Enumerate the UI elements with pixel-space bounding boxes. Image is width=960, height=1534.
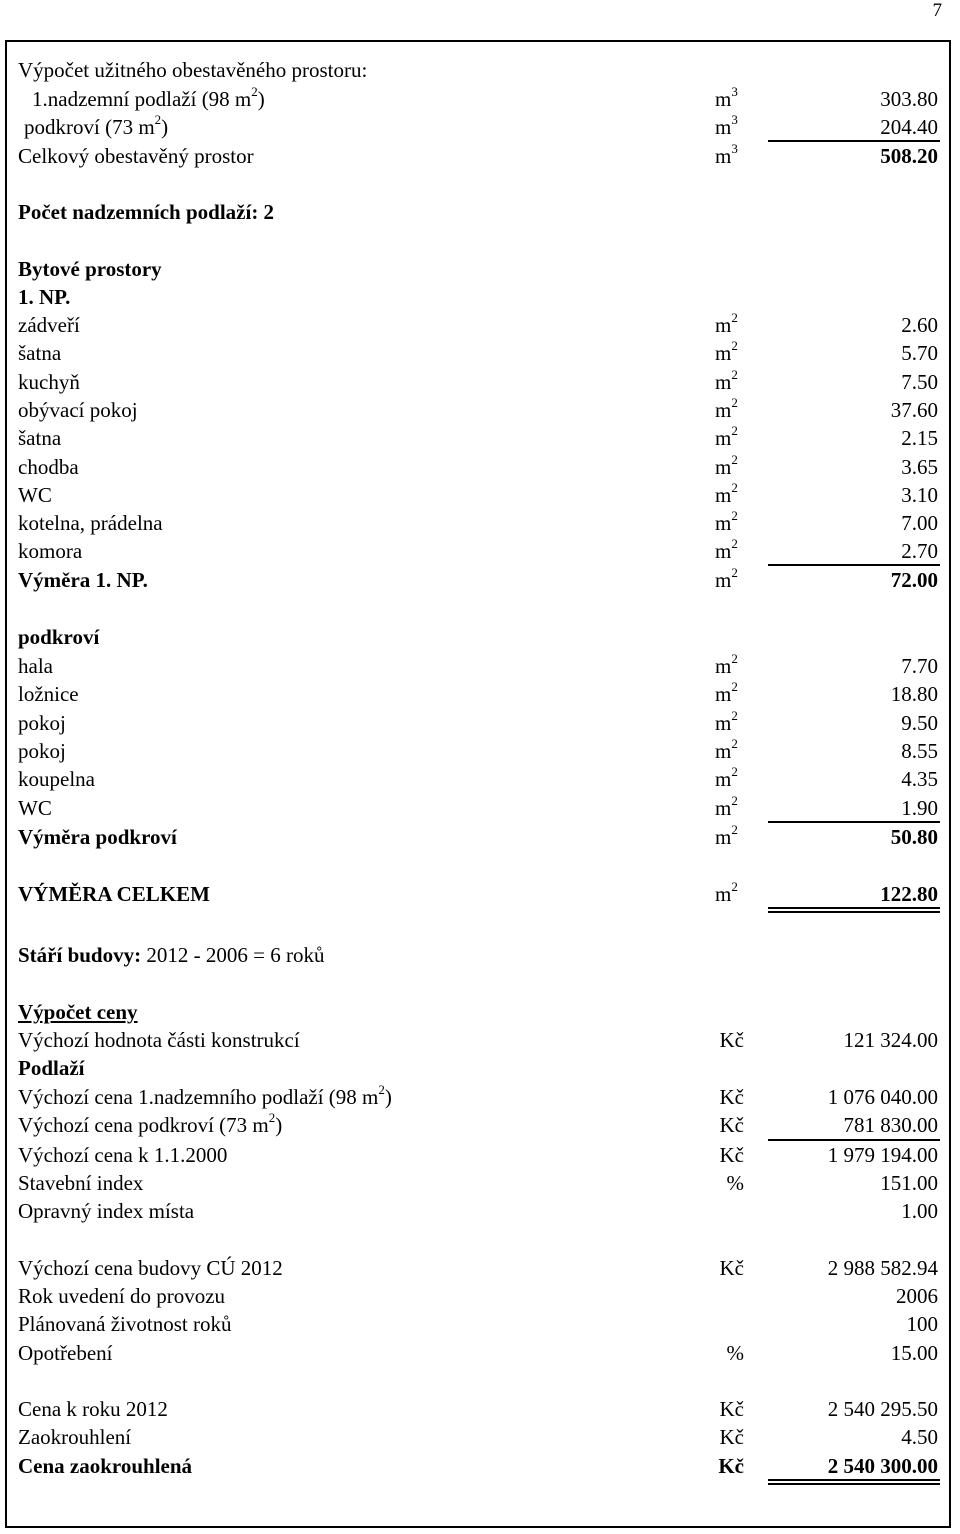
area-row (18, 537, 940, 565)
row-label: Výměra podkroví (18, 825, 177, 849)
row-label: hala (18, 654, 53, 678)
row-unit: Kč (719, 1085, 744, 1109)
row-value: 7.50 (901, 369, 938, 394)
row-label: chodba (18, 454, 79, 479)
row-value: 7.70 (901, 654, 938, 678)
row-label: VÝMĚRA CELKEM (18, 882, 210, 906)
pocet-podlazi: Počet nadzemních podlaží: 2 (18, 200, 275, 224)
row-label: Cena zaokrouhlená (18, 1454, 193, 1478)
row-unit: $m^2$ (715, 479, 738, 507)
row-unit: $m^2$ (715, 565, 738, 592)
area-row (18, 396, 940, 424)
row-value: 2.60 (901, 313, 938, 337)
opravny-index-row (18, 1197, 940, 1225)
row-label: Výchozí cena 1.nadzemního podlaží (98 m (18, 1085, 379, 1109)
row-unit: Kč (719, 1028, 744, 1052)
pk-title-row (18, 623, 940, 651)
row-label: Cena k roku 2012 (18, 1397, 168, 1421)
row-label: WC (18, 482, 52, 507)
pocet-podlazi-row (18, 198, 940, 226)
obestaveny-row-pk: podkroví (73 $m^2$) $m^3$ 204.40 (24, 112, 938, 139)
row-unit: $m^2$ (715, 879, 738, 906)
page-number: 7 (932, 0, 942, 21)
area-row (18, 453, 940, 481)
cena-title: Výpočet ceny (18, 1000, 138, 1024)
row-label: podkroví (73 m (24, 115, 155, 139)
row-unit: $m^2$ (715, 423, 738, 451)
row-value: 3.65 (901, 454, 938, 479)
row-unit: $m^3$ (715, 112, 738, 139)
row-unit: $m^2$ (715, 707, 738, 735)
row-value: 72.00 (890, 568, 938, 592)
row-unit: $m^2$ (715, 451, 738, 479)
obestaveny-title: Výpočet užitného obestavěného prostoru: (18, 58, 368, 82)
vychozi-hodnota-row (18, 1026, 940, 1054)
row-value: 122.80 (880, 882, 938, 906)
opotrebeni-row (18, 1339, 940, 1367)
zaokrouhleni-row (18, 1423, 940, 1451)
cena-title-row (18, 998, 940, 1026)
row-unit: $m^3$ (715, 84, 738, 111)
row-unit: $m^2$ (715, 310, 738, 337)
row-unit: Kč (719, 1397, 744, 1421)
obestaveny-title-row (18, 56, 940, 84)
np-total-row (18, 566, 940, 594)
row-value: 151.00 (880, 1171, 938, 1195)
row-label: Opotřebení (18, 1341, 113, 1365)
row-label: WC (18, 795, 52, 820)
row-label: Výměra 1. NP. (18, 568, 148, 592)
pk-total-row (18, 823, 940, 851)
stari-row (18, 941, 940, 969)
row-value: 37.60 (890, 397, 938, 422)
row-label: Výchozí cena k 1.1.2000 (18, 1143, 228, 1167)
double-line-bottom (768, 1483, 940, 1485)
row-value: 4.50 (901, 1425, 938, 1449)
row-label: šatna (18, 341, 62, 366)
row-unit: $m^2$ (715, 536, 738, 564)
row-value: 2 540 300.00 (827, 1454, 938, 1478)
area-row (18, 339, 940, 367)
row-unit: $m^2$ (715, 822, 738, 849)
row-value: 508.20 (880, 144, 938, 168)
area-row (18, 680, 940, 708)
row-value: 781 830.00 (843, 1113, 938, 1137)
area-row (18, 509, 940, 537)
area-row (18, 311, 940, 339)
row-value: 2 540 295.50 (827, 1397, 938, 1421)
row-value: 1.90 (901, 795, 938, 820)
row-label: zádveří (18, 313, 80, 337)
row-unit: Kč (719, 1113, 744, 1137)
cena-np-row: Výchozí cena 1.nadzemního podlaží (98 $m^2$) Kč 1 076 040.00 (18, 1082, 938, 1109)
row-value: 100 (906, 1312, 938, 1336)
row-value: 1 979 194.00 (827, 1143, 938, 1167)
row-label: Celkový obestavěný prostor (18, 144, 254, 168)
area-row (18, 737, 940, 765)
row-value: 2.70 (901, 539, 938, 564)
row-unit: Kč (718, 1454, 744, 1478)
row-label: šatna (18, 426, 62, 451)
row-unit: % (726, 1341, 744, 1365)
row-unit: $m^2$ (715, 792, 738, 820)
bytove-title-row (18, 255, 940, 283)
row-value: 5.70 (901, 341, 938, 366)
bytove-title: Bytové prostory (18, 257, 162, 281)
row-value: 303.80 (880, 87, 938, 111)
row-value: 2 988 582.94 (827, 1256, 938, 1280)
row-unit: Kč (719, 1256, 744, 1280)
row-label: koupelna (18, 767, 95, 792)
stavebni-index-row (18, 1169, 940, 1197)
stari-value: 2012 - 2006 = 6 roků (146, 943, 325, 967)
cena-pk-row: Výchozí cena podkroví (73 $m^2$) Kč 781 830.00 (18, 1110, 938, 1137)
row-value: 3.10 (901, 482, 938, 507)
area-row (18, 652, 940, 680)
row-label: Plánovaná životnost roků (18, 1312, 232, 1336)
pk-title: podkroví (18, 625, 100, 649)
row-label: pokoj (18, 710, 66, 735)
row-value: 1.00 (901, 1199, 938, 1223)
row-value: 18.80 (890, 682, 938, 707)
row-unit: $m^2$ (715, 764, 738, 792)
row-value: 2.15 (901, 426, 938, 451)
cena-2012-row (18, 1395, 940, 1423)
row-unit: $m^3$ (715, 141, 738, 168)
row-label: Výchozí hodnota části konstrukcí (18, 1028, 300, 1052)
cena-budovy-row (18, 1254, 940, 1282)
row-label: Rok uvedení do provozu (18, 1284, 226, 1308)
podlazi-title-row (18, 1054, 940, 1082)
zivotnost-row (18, 1310, 940, 1338)
row-value: 7.00 (901, 511, 938, 536)
row-unit: Kč (719, 1425, 744, 1449)
row-label: obývací pokoj (18, 397, 138, 422)
row-unit: $m^2$ (715, 338, 738, 366)
row-value: 50.80 (890, 825, 938, 849)
row-label: Výchozí cena budovy CÚ 2012 (18, 1256, 283, 1280)
row-label: Výchozí cena podkroví (73 m (18, 1113, 269, 1137)
row-label: ložnice (18, 682, 79, 707)
row-label: komora (18, 539, 83, 564)
row-unit: Kč (719, 1143, 744, 1167)
cena-zaokr-row (18, 1452, 940, 1480)
double-line-bottom (768, 911, 940, 913)
row-unit: $m^2$ (715, 366, 738, 394)
row-label: Opravný index místa (18, 1199, 195, 1223)
stari-label: Stáří budovy: (18, 943, 142, 967)
row-label: kotelna, prádelna (18, 511, 163, 536)
row-value: 4.35 (901, 767, 938, 792)
row-unit: $m^2$ (715, 735, 738, 763)
row-label: Stavební index (18, 1171, 144, 1195)
double-line-top (768, 907, 940, 909)
area-row (18, 368, 940, 396)
row-unit: % (726, 1171, 744, 1195)
obestaveny-row-total (18, 142, 940, 170)
row-unit: $m^2$ (715, 508, 738, 536)
row-value: 1 076 040.00 (827, 1085, 938, 1109)
row-unit: $m^2$ (715, 651, 738, 678)
row-unit: $m^2$ (715, 679, 738, 707)
area-row (18, 794, 940, 822)
area-row (18, 765, 940, 793)
area-row (18, 481, 940, 509)
row-value: 204.40 (880, 115, 938, 139)
row-label: 1.nadzemní podlaží (98 m (32, 87, 252, 111)
row-label: Zaokrouhlení (18, 1425, 132, 1449)
row-unit: $m^2$ (715, 394, 738, 422)
row-value: 2006 (896, 1284, 938, 1308)
row-value: 9.50 (901, 710, 938, 735)
row-label: pokoj (18, 738, 66, 763)
row-value: 15.00 (890, 1341, 938, 1365)
rok-uvedeni-row (18, 1282, 940, 1310)
np-title: 1. NP. (18, 285, 71, 309)
podlazi-title: Podlaží (18, 1056, 85, 1080)
row-value: 121 324.00 (843, 1028, 938, 1052)
cena-2000-row (18, 1141, 940, 1169)
area-row (18, 709, 940, 737)
grand-total-row (18, 880, 940, 908)
double-line-top (768, 1479, 940, 1481)
obestaveny-row-np: 1.nadzemní podlaží (98 $m^2$) $m^3$ 303.80 (32, 84, 938, 111)
row-value: 8.55 (901, 738, 938, 763)
row-label: kuchyň (18, 369, 80, 394)
area-row (18, 424, 940, 452)
np-title-row (18, 283, 940, 311)
